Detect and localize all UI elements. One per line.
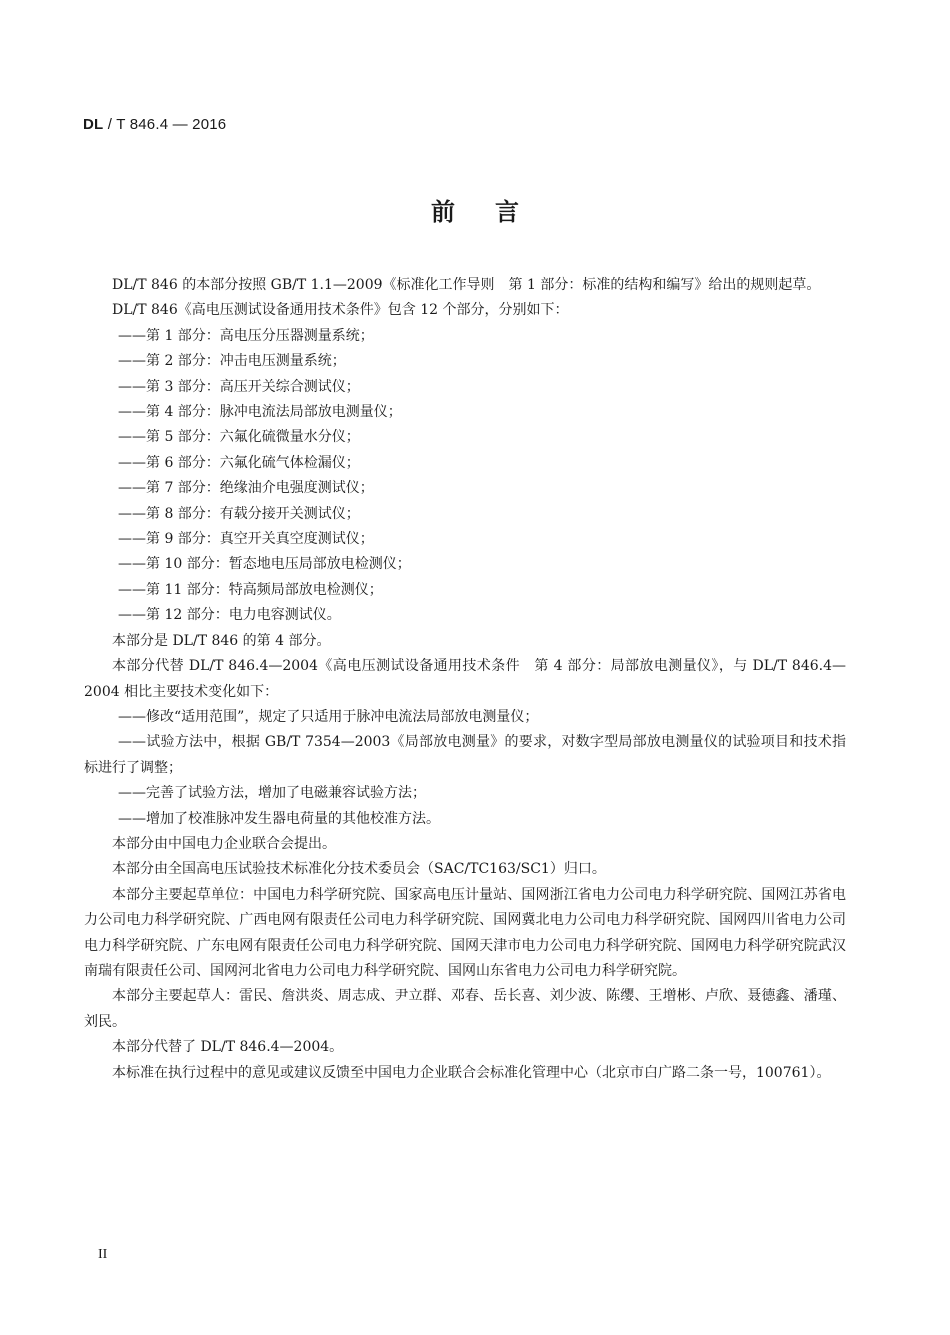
list-item: ——第 2 部分：冲击电压测量系统； — [118, 353, 346, 370]
list-item: ——第 12 部分：电力电容测试仪。 — [118, 607, 341, 624]
change-item: ——修改“适用范围”，规定了只适用于脉冲电流法局部放电测量仪； — [118, 708, 539, 725]
foreword-body — [84, 273, 846, 1086]
paragraph-parts-intro: DL/T 846《高电压测试设备通用技术条件》包含 12 个部分，分别如下： — [112, 302, 569, 319]
list-item: ——第 8 部分：有载分接开关测试仪； — [118, 505, 360, 522]
document-code-rest: / T 846.4 — 2016 — [103, 116, 227, 133]
document-code — [83, 116, 226, 133]
paragraph-replaces: 本部分代替 DL/T 846.4—2004《高电压测试设备通用技术条件 第 4 部分：局部放电测量仪》，与 DL/T 846.4—2004 相比主要技术变化如下： — [84, 658, 846, 700]
paragraph-supersedes: 本部分代替了 DL/T 846.4—2004。 — [112, 1039, 344, 1056]
list-item: ——第 11 部分：特高频局部放电检测仪； — [118, 581, 383, 598]
page-title: 前言 — [431, 198, 559, 226]
list-item: ——第 9 部分：真空开关真空度测试仪； — [118, 531, 374, 548]
change-item: ——完善了试验方法，增加了电磁兼容试验方法； — [118, 785, 426, 802]
list-item: ——第 5 部分：六氟化硫微量水分仪； — [118, 429, 360, 446]
list-item: ——第 1 部分：高电压分压器测量系统； — [118, 327, 374, 344]
page-number: II — [98, 1247, 108, 1262]
list-item: ——第 10 部分：暂态地电压局部放电检测仪； — [118, 556, 411, 573]
list-item: ——第 6 部分：六氟化硫气体检漏仪； — [118, 454, 360, 471]
change-item: ——试验方法中，根据 GB/T 7354—2003《局部放电测量》的要求，对数字型局部放电测量仪的试验项目和技术指标进行了调整； — [84, 734, 846, 776]
document-code-prefix: DL — [83, 116, 104, 133]
list-item: ——第 3 部分：高压开关综合测试仪； — [118, 378, 360, 395]
list-item: ——第 7 部分：绝缘油介电强度测试仪； — [118, 480, 374, 497]
paragraph-drafting-units: 本部分主要起草单位：中国电力科学研究院、国家高电压计量站、国网浙江省电力公司电力科学研究院、国网江苏省电力公司电力科学研究院、广西电网有限责任公司电力科学研究院、国网冀北电力公司电力科学研究院、国网四川省电力公司电力科学研究院、广东电网有限责任公司电力科学研究院、国网天津市电力公司电力科学研究院、国网电力科学研究院武汉南瑞有限责任公司、国网河北省电力公司电力科学研究院、国网山东省电力公司电力科学研究院。 — [84, 886, 846, 979]
paragraph-drafting-rules: DL/T 846 的本部分按照 GB/T 1.1—2009《标准化工作导则 第 1 部分：标准的结构和编写》给出的规则起草。 — [112, 277, 821, 293]
list-item: ——第 4 部分：脉冲电流法局部放电测量仪； — [118, 404, 402, 421]
paragraph-part-number: 本部分是 DL/T 846 的第 4 部分。 — [112, 632, 331, 649]
paragraph-administered-by: 本部分由全国高电压试验技术标准化分技术委员会（SAC/TC163/SC1）归口。 — [112, 861, 606, 878]
change-item: ——增加了校准脉冲发生器电荷量的其他校准方法。 — [118, 810, 440, 827]
paragraph-proposed-by: 本部分由中国电力企业联合会提出。 — [112, 835, 336, 852]
paragraph-feedback: 本标准在执行过程中的意见或建议反馈至中国电力企业联合会标准化管理中心（北京市白广路二条一号，100761）。 — [112, 1064, 831, 1081]
paragraph-drafters: 本部分主要起草人：雷民、詹洪炎、周志成、尹立群、邓春、岳长喜、刘少波、陈缨、王增彬、卢欣、聂德鑫、潘瑾、刘民。 — [84, 988, 846, 1030]
